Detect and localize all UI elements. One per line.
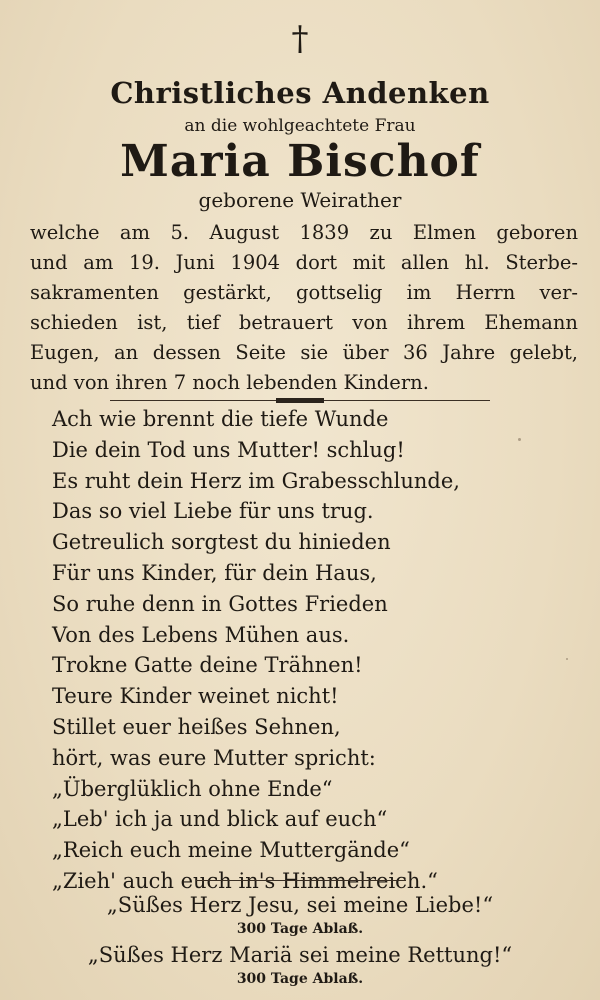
poem-line: Stillet euer heißes Sehnen, bbox=[52, 714, 341, 739]
prayer-sacred-heart-jesus: „Süßes Herz Jesu, sei meine Liebe!“ bbox=[106, 893, 494, 917]
ornamental-divider bbox=[110, 400, 490, 401]
bio-line: welche am 5. August 1839 zu Elmen geboren bbox=[30, 221, 578, 244]
card-heading: Christliches Andenken bbox=[110, 76, 490, 110]
bio-line: und von ihren 7 noch lebenden Kindern. bbox=[30, 371, 429, 394]
bio-line: sakramenten gestärkt, gottselig im Herrn ver- bbox=[30, 281, 578, 304]
paper-speck bbox=[566, 658, 568, 660]
dedication-line: an die wohlgeachtete Frau bbox=[184, 116, 416, 136]
indulgence-note: 300 Tage Ablaß. bbox=[236, 921, 364, 937]
poem-line: „Reich euch meine Muttergände“ bbox=[52, 838, 410, 863]
poem-line: Für uns Kinder, für dein Haus, bbox=[52, 560, 377, 585]
poem-line: Die dein Tod uns Mutter! schlug! bbox=[52, 437, 405, 462]
poem-line: Trokne Gatte deine Trähnen! bbox=[52, 653, 363, 678]
bio-line: Eugen, an dessen Seite sie über 36 Jahre gelebt, bbox=[30, 341, 578, 364]
poem-line: „Überglüklich ohne Ende“ bbox=[52, 776, 333, 801]
prayer-heart-of-mary: „Süßes Herz Mariä sei meine Rettung!“ bbox=[87, 943, 513, 967]
poem-line: Ach wie brennt die tiefe Wunde bbox=[52, 407, 389, 431]
poem-line: Von des Lebens Mühen aus. bbox=[52, 622, 350, 647]
bio-line: schieden ist, tief betrauert von ihrem Ehemann bbox=[30, 311, 578, 334]
memorial-poem bbox=[52, 404, 572, 897]
deceased-name: Maria Bischof bbox=[120, 136, 480, 187]
poem-line: „Leb' ich ja und blick auf euch“ bbox=[52, 807, 388, 832]
cross-icon: † bbox=[291, 19, 309, 59]
poem-line: Teure Kinder weinet nicht! bbox=[52, 684, 339, 709]
divider-line bbox=[196, 880, 406, 881]
maiden-name: geborene Weirather bbox=[198, 188, 402, 212]
bio-line: und am 19. Juni 1904 dort mit allen hl. Sterbe- bbox=[30, 251, 578, 274]
poem-line: hört, was eure Mutter spricht: bbox=[52, 745, 376, 770]
biography bbox=[30, 218, 578, 398]
indulgence-note: 300 Tage Ablaß. bbox=[236, 971, 364, 987]
poem-line: „Zieh' auch euch in's Himmelreich.“ bbox=[52, 868, 438, 893]
paper-speck bbox=[518, 438, 521, 441]
poem-line: So ruhe denn in Gottes Frieden bbox=[52, 591, 388, 616]
poem-line: Das so viel Liebe für uns trug. bbox=[52, 499, 374, 524]
poem-line: Getreulich sorgtest du hinieden bbox=[52, 530, 391, 555]
poem-line: Es ruht dein Herz im Grabesschlunde, bbox=[52, 468, 460, 493]
